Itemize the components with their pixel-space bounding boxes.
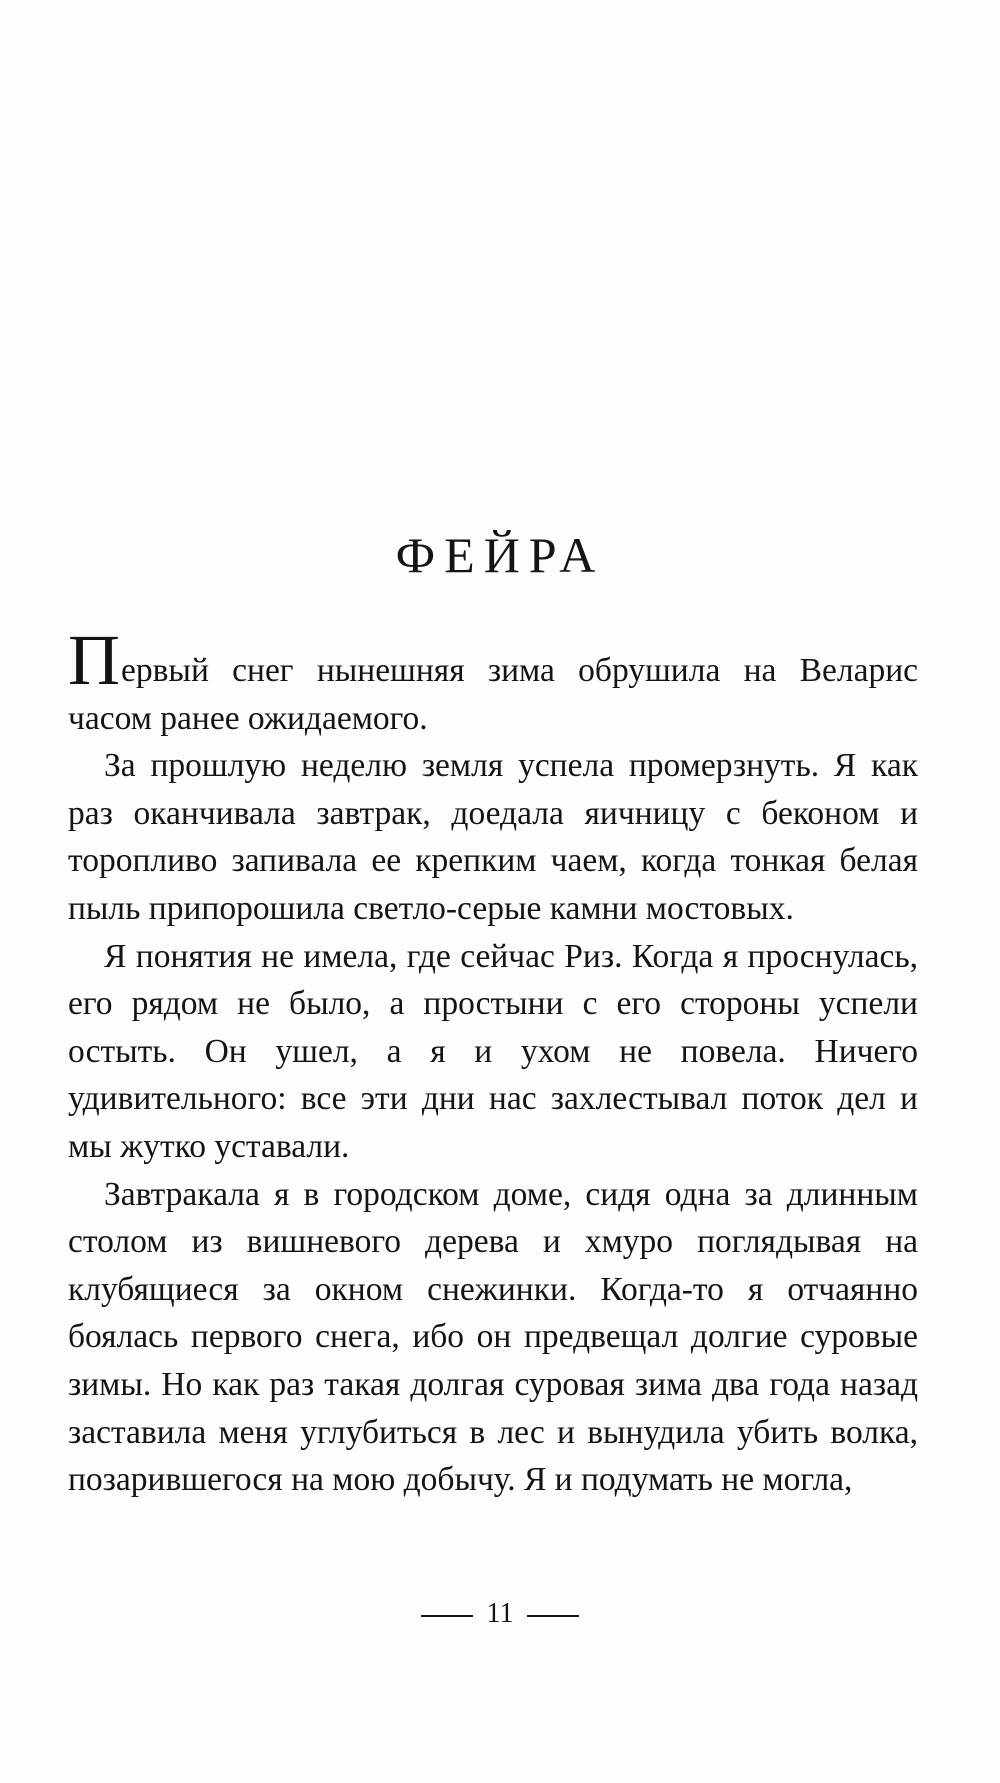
chapter-body: [68, 620, 918, 1504]
page-number-footer: [0, 1600, 1000, 1628]
paragraph: За прошлую неделю земля успела промерзнуть. Я как раз оканчивала завтрак, доедала яичницу с беконом и торопливо запивала ее крепким чаем, когда тонкая белая пыль припорошила светло-серые камни мостовых.: [68, 747, 918, 927]
chapter-title: ФЕЙРА: [395, 527, 605, 583]
paragraph-text: ервый снег нынешняя зима обрушила на Веларис часом ранее ожидаемого.: [68, 652, 918, 737]
paragraph: Я понятия не имела, где сейчас Риз. Когда я проснулась, его рядом не было, а простыни с его стороны успели остыть. Он ушел, а я и ухом не повела. Ничего удивительного: все эти дни нас захлестывал поток дел и мы жутко уставали.: [68, 937, 918, 1165]
paragraph: [68, 620, 918, 742]
page-number: 11: [486, 1598, 514, 1629]
folio-dash-left: [421, 1615, 473, 1617]
folio-dash-right: [527, 1615, 579, 1617]
paragraph: Завтракала я в городском доме, сидя одна за длинным столом из вишневого дерева и хмуро поглядывая на клубящиеся за окном снежинки. Когда-то я отчаянно боялась первого снега, ибо он предвещал долгие суровые зимы. Но как раз такая долгая суровая зима два года назад заставила меня углубиться в лес и вынудила убить волка, позарившегося на мою добычу. Я и подумать не могла,: [68, 1175, 918, 1499]
drop-cap: П: [68, 620, 120, 700]
